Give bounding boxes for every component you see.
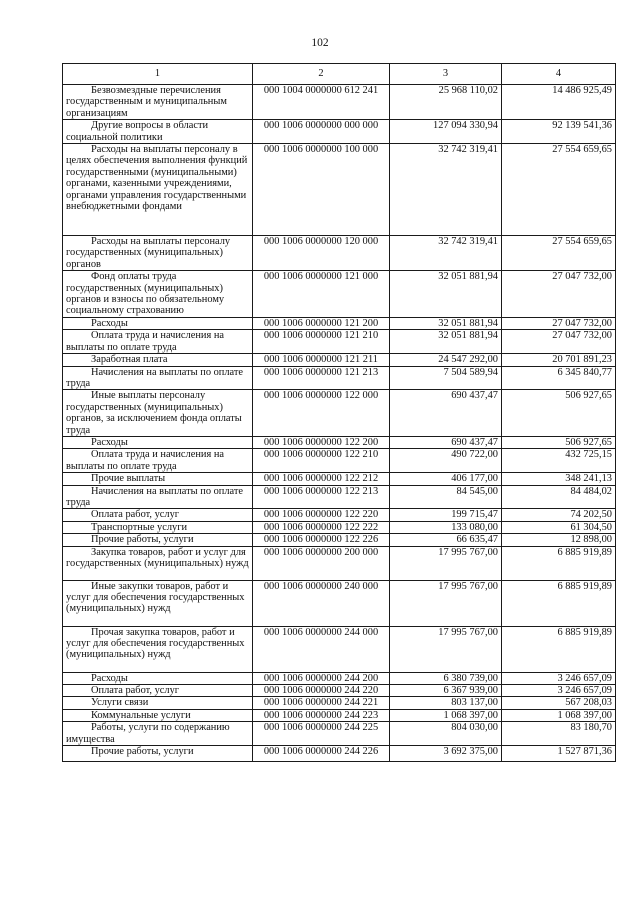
row-code-cell: 000 1006 0000000 121 200: [253, 317, 390, 329]
row-name-cell: Работы, услуги по содержанию имущества: [63, 722, 253, 746]
row-name-cell: Прочая закупка товаров, работ и услуг для обеспечения государственных (муниципальных) нужд: [63, 626, 253, 672]
row-value-col4-cell: 1 527 871,36: [502, 746, 616, 762]
row-value-col4-cell: 6 885 919,89: [502, 580, 616, 626]
row-value-col4-cell: 506 927,65: [502, 436, 616, 448]
row-value-col3-cell: 24 547 292,00: [390, 354, 502, 366]
row-value-col3-cell: 804 030,00: [390, 722, 502, 746]
row-code-cell: 000 1004 0000000 612 241: [253, 85, 390, 120]
row-value-col3-cell: 690 437,47: [390, 436, 502, 448]
row-value-col3-cell: 803 137,00: [390, 697, 502, 709]
row-value-col3-cell: 6 380 739,00: [390, 672, 502, 684]
row-name-cell: Другие вопросы в области социальной политики: [63, 120, 253, 144]
table-row: [63, 390, 616, 437]
row-value-col4-cell: 3 246 657,09: [502, 685, 616, 697]
row-value-col4-cell: 3 246 657,09: [502, 672, 616, 684]
table-row: [63, 521, 616, 533]
table-row: [63, 236, 616, 271]
row-value-col4-cell: 27 047 732,00: [502, 330, 616, 354]
table-row: [63, 546, 616, 580]
row-value-col4-cell: 6 345 840,77: [502, 366, 616, 390]
row-code-cell: 000 1006 0000000 121 000: [253, 271, 390, 318]
row-value-col4-cell: 348 241,13: [502, 473, 616, 485]
row-value-col3-cell: 17 995 767,00: [390, 626, 502, 672]
row-name-cell: Закупка товаров, работ и услуг для государственных (муниципальных) нужд: [63, 546, 253, 580]
row-code-cell: 000 1006 0000000 121 211: [253, 354, 390, 366]
row-value-col4-cell: 92 139 541,36: [502, 120, 616, 144]
row-code-cell: 000 1006 0000000 122 226: [253, 534, 390, 546]
row-name-cell: Расходы на выплаты персоналу в целях обеспечения выполнения функций государственными (муниципальными) органами, казенными учреждениями, органами управления государственными внебюджетными фондами: [63, 144, 253, 236]
column-header: 4: [502, 64, 616, 85]
row-name-cell: Фонд оплаты труда государственных (муниципальных) органов и взносы по обязательному социальному страхованию: [63, 271, 253, 318]
row-code-cell: 000 1006 0000000 244 226: [253, 746, 390, 762]
row-name-cell: Оплата работ, услуг: [63, 685, 253, 697]
row-code-cell: 000 1006 0000000 244 223: [253, 709, 390, 721]
row-name-cell: Безвозмездные перечисления государственным и муниципальным организациям: [63, 85, 253, 120]
row-code-cell: 000 1006 0000000 244 225: [253, 722, 390, 746]
row-value-col3-cell: 406 177,00: [390, 473, 502, 485]
row-value-col3-cell: 490 722,00: [390, 449, 502, 473]
table-header-row: [63, 64, 616, 85]
row-name-cell: Оплата работ, услуг: [63, 509, 253, 521]
row-value-col3-cell: 127 094 330,94: [390, 120, 502, 144]
row-value-col3-cell: 17 995 767,00: [390, 546, 502, 580]
table-row: [63, 697, 616, 709]
table-row: [63, 354, 616, 366]
table-row: [63, 144, 616, 236]
row-value-col4-cell: 61 304,50: [502, 521, 616, 533]
table-row: [63, 271, 616, 318]
row-name-cell: Расходы: [63, 436, 253, 448]
row-value-col4-cell: 27 047 732,00: [502, 317, 616, 329]
row-value-col3-cell: 84 545,00: [390, 485, 502, 509]
row-name-cell: Начисления на выплаты по оплате труда: [63, 485, 253, 509]
row-value-col3-cell: 32 051 881,94: [390, 317, 502, 329]
row-name-cell: Расходы: [63, 672, 253, 684]
row-value-col4-cell: 84 484,02: [502, 485, 616, 509]
row-value-col3-cell: 66 635,47: [390, 534, 502, 546]
row-value-col4-cell: 20 701 891,23: [502, 354, 616, 366]
table-row: [63, 746, 616, 762]
row-code-cell: 000 1006 0000000 122 200: [253, 436, 390, 448]
table-row: [63, 120, 616, 144]
row-value-col4-cell: 12 898,00: [502, 534, 616, 546]
row-value-col3-cell: 17 995 767,00: [390, 580, 502, 626]
row-code-cell: 000 1006 0000000 122 000: [253, 390, 390, 437]
table-row: [63, 317, 616, 329]
row-value-col3-cell: 133 080,00: [390, 521, 502, 533]
row-name-cell: Прочие выплаты: [63, 473, 253, 485]
row-name-cell: Прочие работы, услуги: [63, 534, 253, 546]
row-name-cell: Иные закупки товаров, работ и услуг для обеспечения государственных (муниципальных) нужд: [63, 580, 253, 626]
table-row: [63, 685, 616, 697]
table-row: [63, 366, 616, 390]
row-code-cell: 000 1006 0000000 122 222: [253, 521, 390, 533]
row-name-cell: Коммунальные услуги: [63, 709, 253, 721]
table-row: [63, 85, 616, 120]
row-value-col3-cell: 32 742 319,41: [390, 236, 502, 271]
table-row: [63, 580, 616, 626]
row-value-col3-cell: 7 504 589,94: [390, 366, 502, 390]
row-value-col3-cell: 32 051 881,94: [390, 330, 502, 354]
row-value-col3-cell: 32 742 319,41: [390, 144, 502, 236]
row-value-col4-cell: 6 885 919,89: [502, 626, 616, 672]
row-code-cell: 000 1006 0000000 200 000: [253, 546, 390, 580]
row-code-cell: 000 1006 0000000 244 221: [253, 697, 390, 709]
row-value-col3-cell: 1 068 397,00: [390, 709, 502, 721]
row-name-cell: Заработная плата: [63, 354, 253, 366]
table-row: [63, 709, 616, 721]
row-code-cell: 000 1006 0000000 000 000: [253, 120, 390, 144]
table-row: [63, 722, 616, 746]
row-code-cell: 000 1006 0000000 122 212: [253, 473, 390, 485]
row-name-cell: Оплата труда и начисления на выплаты по оплате труда: [63, 449, 253, 473]
row-code-cell: 000 1006 0000000 244 220: [253, 685, 390, 697]
table-row: [63, 626, 616, 672]
row-name-cell: Услуги связи: [63, 697, 253, 709]
row-value-col4-cell: 567 208,03: [502, 697, 616, 709]
row-value-col4-cell: 1 068 397,00: [502, 709, 616, 721]
row-name-cell: Оплата труда и начисления на выплаты по оплате труда: [63, 330, 253, 354]
table-row: [63, 436, 616, 448]
row-code-cell: 000 1006 0000000 121 210: [253, 330, 390, 354]
row-code-cell: 000 1006 0000000 240 000: [253, 580, 390, 626]
row-name-cell: Расходы: [63, 317, 253, 329]
table-row: [63, 672, 616, 684]
row-code-cell: 000 1006 0000000 244 200: [253, 672, 390, 684]
row-code-cell: 000 1006 0000000 120 000: [253, 236, 390, 271]
row-name-cell: Прочие работы, услуги: [63, 746, 253, 762]
row-name-cell: Начисления на выплаты по оплате труда: [63, 366, 253, 390]
table-row: [63, 330, 616, 354]
row-code-cell: 000 1006 0000000 122 213: [253, 485, 390, 509]
page-number: 102: [311, 37, 329, 49]
row-value-col4-cell: 506 927,65: [502, 390, 616, 437]
row-name-cell: Транспортные услуги: [63, 521, 253, 533]
column-header: 3: [390, 64, 502, 85]
row-value-col3-cell: 25 968 110,02: [390, 85, 502, 120]
row-value-col3-cell: 32 051 881,94: [390, 271, 502, 318]
row-code-cell: 000 1006 0000000 100 000: [253, 144, 390, 236]
row-name-cell: Расходы на выплаты персоналу государственных (муниципальных) органов: [63, 236, 253, 271]
row-code-cell: 000 1006 0000000 122 210: [253, 449, 390, 473]
table-row: [63, 509, 616, 521]
row-value-col4-cell: 83 180,70: [502, 722, 616, 746]
table-row: [63, 485, 616, 509]
table-row: [63, 473, 616, 485]
row-value-col4-cell: 14 486 925,49: [502, 85, 616, 120]
row-value-col3-cell: 6 367 939,00: [390, 685, 502, 697]
row-name-cell: Иные выплаты персоналу государственных (муниципальных) органов, за исключением фонда оплаты труда: [63, 390, 253, 437]
row-code-cell: 000 1006 0000000 121 213: [253, 366, 390, 390]
table-row: [63, 534, 616, 546]
row-value-col4-cell: 432 725,15: [502, 449, 616, 473]
row-value-col3-cell: 690 437,47: [390, 390, 502, 437]
table-row: [63, 449, 616, 473]
row-code-cell: 000 1006 0000000 244 000: [253, 626, 390, 672]
row-value-col3-cell: 199 715,47: [390, 509, 502, 521]
row-value-col3-cell: 3 692 375,00: [390, 746, 502, 762]
row-value-col4-cell: 6 885 919,89: [502, 546, 616, 580]
row-value-col4-cell: 27 554 659,65: [502, 236, 616, 271]
budget-table: [62, 63, 616, 762]
column-header: 1: [63, 64, 253, 85]
row-value-col4-cell: 74 202,50: [502, 509, 616, 521]
row-code-cell: 000 1006 0000000 122 220: [253, 509, 390, 521]
row-value-col4-cell: 27 047 732,00: [502, 271, 616, 318]
row-value-col4-cell: 27 554 659,65: [502, 144, 616, 236]
column-header: 2: [253, 64, 390, 85]
